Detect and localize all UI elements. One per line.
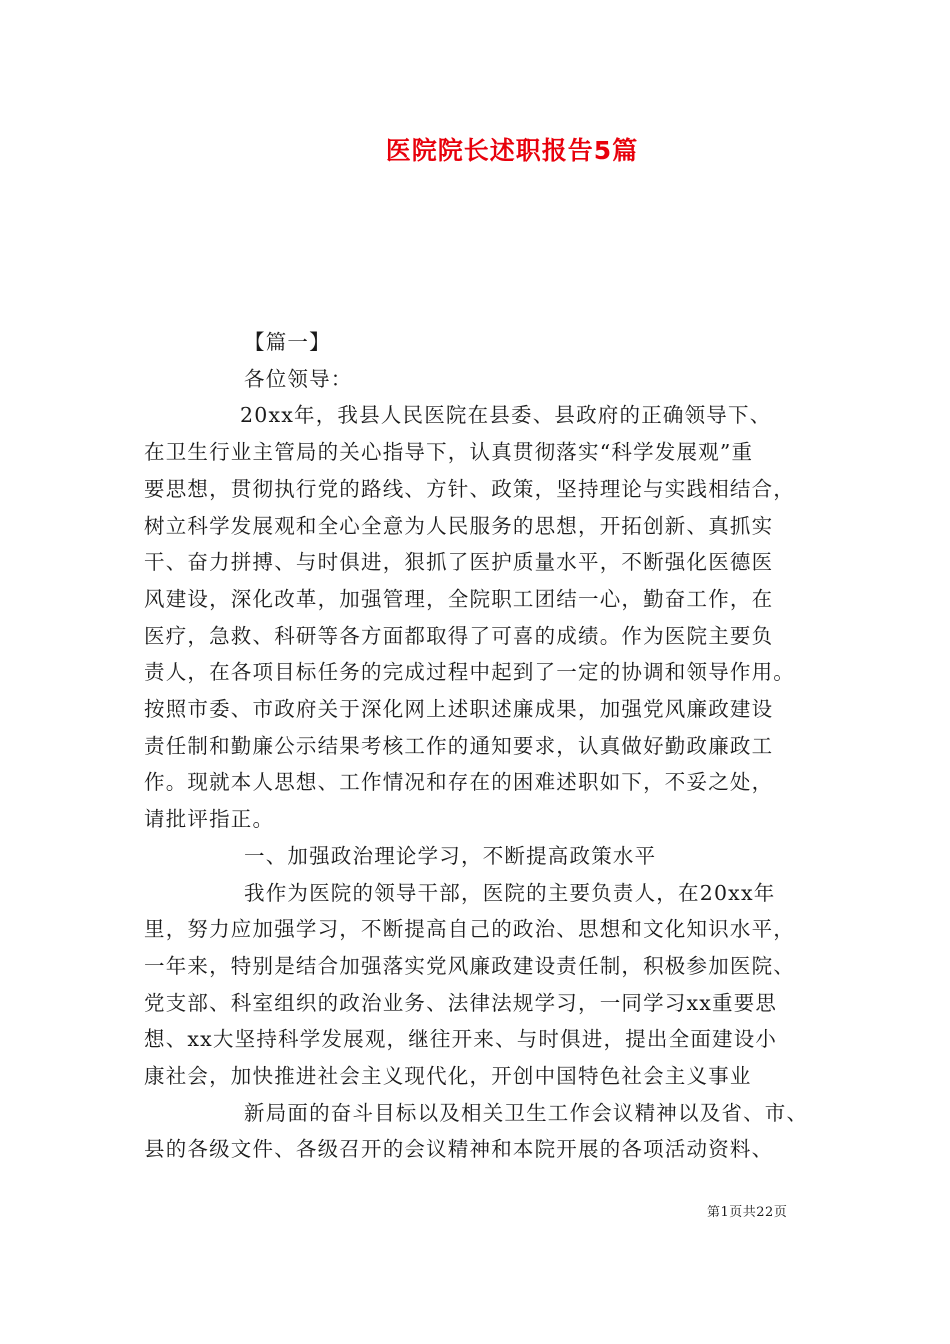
paragraph-line: 干、奋力拼搏、与时俱进，狠抓了医护质量水平，不断强化医德医 (144, 550, 774, 575)
paragraph-line: 20xx年，我县人民医院在县委、县政府的正确领导下、 (240, 403, 772, 428)
paragraph-line: 一年来，特别是结合加强落实党风廉政建设责任制，积极参加医院、 (144, 953, 795, 978)
paragraph-line: 按照市委、市政府关于深化网上述职述廉成果，加强党风廉政建设 (144, 697, 774, 722)
paragraph-line: 树立科学发展观和全心全意为人民服务的思想，开拓创新、真抓实 (144, 513, 774, 538)
paragraph-line: 医疗，急救、科研等各方面都取得了可喜的成绩。作为医院主要负 (144, 623, 774, 648)
section-subheading: 一、加强政治理论学习，不断提高政策水平 (244, 843, 657, 868)
paragraph-line: 要思想，贯彻执行党的路线、方针、政策，坚持理论与实践相结合， (144, 476, 795, 501)
document-title: 医院院长述职报告5篇 (385, 136, 639, 165)
paragraph-line: 责任制和勤廉公示结果考核工作的通知要求，认真做好勤政廉政工 (144, 733, 774, 758)
document-body (144, 324, 812, 1168)
paragraph-line: 风建设，深化改革，加强管理，全院职工团结一心，勤奋工作，在 (144, 586, 774, 611)
paragraph-line: 康社会，加快推进社会主义现代化，开创中国特色社会主义事业 (144, 1064, 752, 1089)
paragraph-line: 党支部、科室组织的政治业务、法律法规学习，一同学习xx重要思 (144, 990, 778, 1015)
paragraph-line: 新局面的奋斗目标以及相关卫生工作会议精神以及省、市、 (244, 1100, 809, 1125)
paragraph-line: 想、xx大坚持科学发展观，继往开来、与时俱进，提出全面建设小 (144, 1027, 778, 1052)
paragraph-line: 里，努力应加强学习，不断提高自己的政治、思想和文化知识水平， (144, 917, 795, 942)
paragraph-line: 请批评指正。 (144, 807, 275, 832)
page-number-footer: 第1页共22页 (707, 1205, 788, 1220)
paragraph-line: 作。现就本人思想、工作情况和存在的困难述职如下，不妥之处， (144, 770, 774, 795)
salutation: 各位领导： (244, 366, 353, 391)
paragraph-line: 县的各级文件、各级召开的会议精神和本院开展的各项活动资料、 (144, 1137, 774, 1162)
paragraph-line: 在卫生行业主管局的关心指导下，认真贯彻落实“科学发展观”重 (144, 440, 754, 465)
paragraph-line: 我作为医院的领导干部，医院的主要负责人，在20xx年 (244, 880, 776, 905)
paragraph-line: 责人，在各项目标任务的完成过程中起到了一定的协调和领导作用。 (144, 660, 795, 685)
section-heading: 【篇一】 (244, 330, 331, 354)
